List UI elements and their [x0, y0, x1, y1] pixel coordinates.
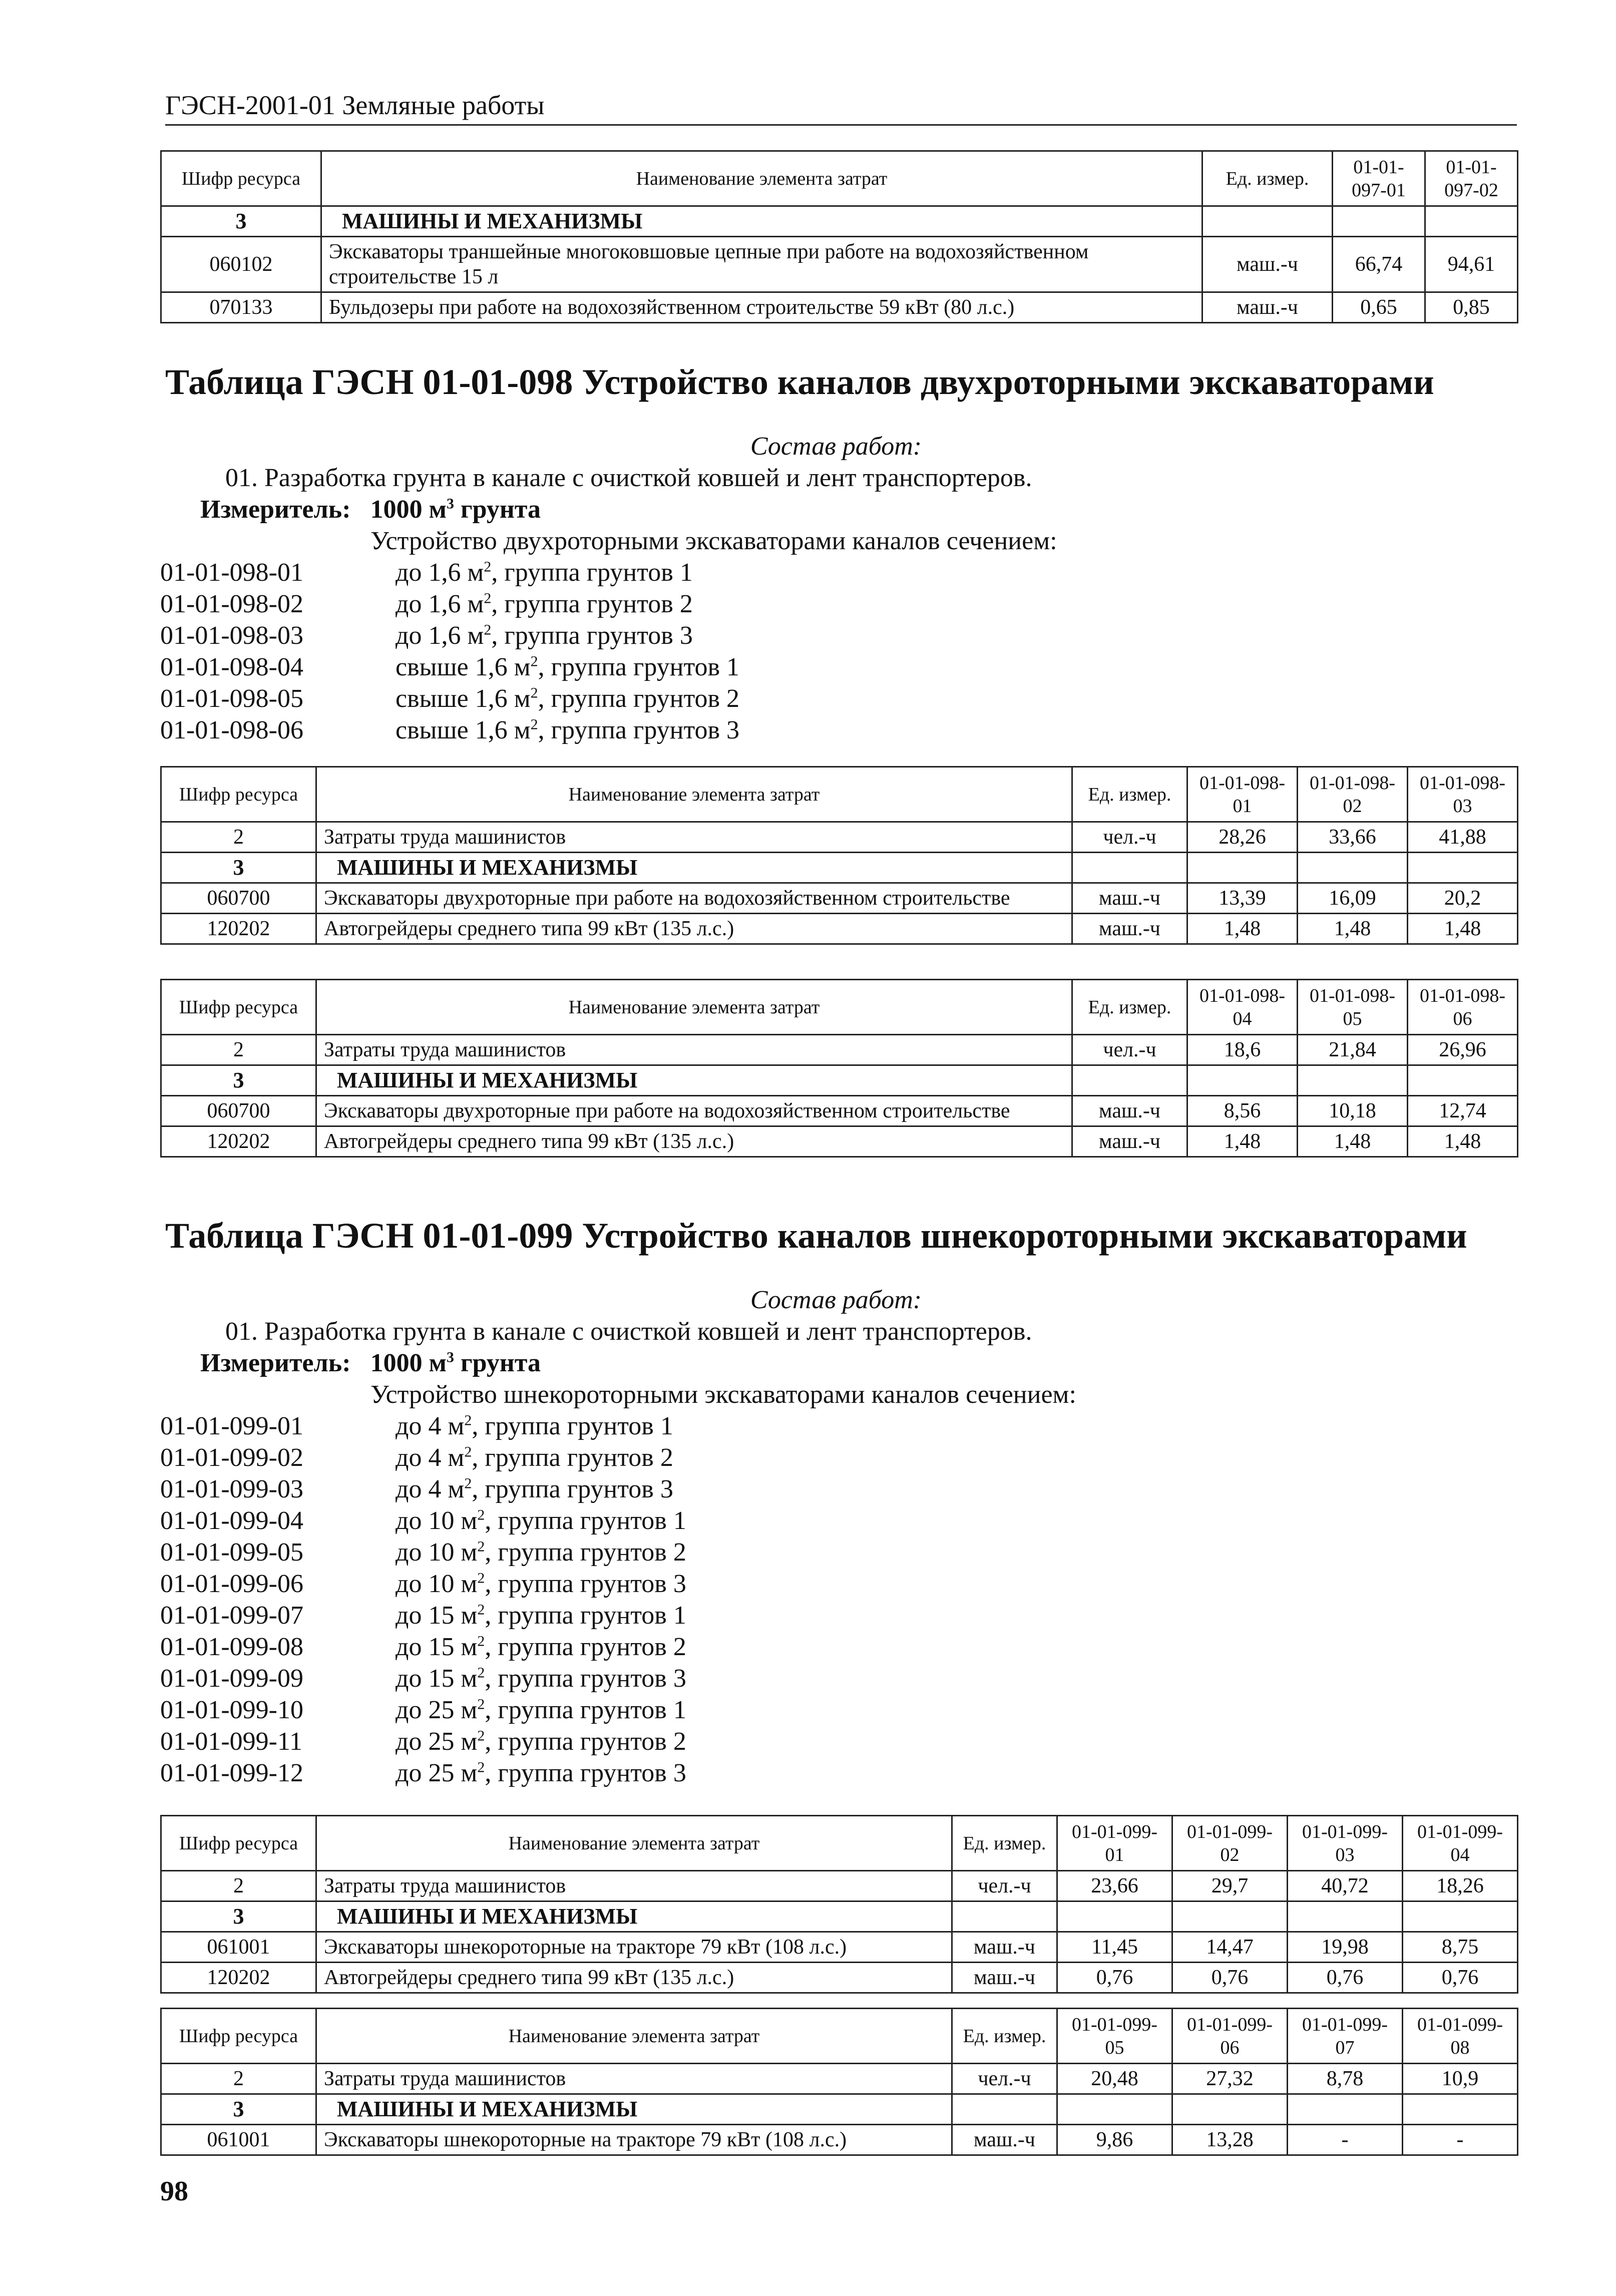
variant-description: до 4 $м^2$, группа грунтов 1	[395, 1412, 673, 1440]
resource-name: Автогрейдеры среднего типа 99 кВт (135 л.с.)	[316, 1126, 1072, 1157]
resource-value: 13,28	[1172, 2125, 1288, 2155]
resource-unit: маш.-ч	[1202, 292, 1333, 323]
resource-value: 8,56	[1187, 1096, 1298, 1126]
resource-value: 0,76	[1057, 1963, 1172, 1993]
resource-value: 0,76	[1172, 1963, 1288, 1993]
variant-code: 01-01-098-04	[160, 653, 303, 681]
variant-row	[160, 1537, 1362, 1568]
variant-description: до 25 $м^2$, группа грунтов 2	[395, 1727, 686, 1756]
variant-row	[160, 1631, 1362, 1663]
variant-code: 01-01-099-12	[160, 1759, 303, 1787]
resource-name: Автогрейдеры среднего типа 99 кВт (135 л.с.)	[316, 914, 1072, 944]
table-row	[161, 237, 1518, 292]
resource-name: Затраты труда машинистов	[316, 1035, 1072, 1065]
resource-value: 1,48	[1408, 1126, 1518, 1157]
resource-unit: маш.-ч	[1202, 237, 1333, 292]
table-header-row	[161, 2009, 1518, 2064]
resource-value: 26,96	[1408, 1035, 1518, 1065]
variant-code: 01-01-099-03	[160, 1475, 303, 1503]
variant-code: 01-01-098-02	[160, 590, 303, 618]
variant-description: до 15 $м^2$, группа грунтов 2	[395, 1633, 686, 1661]
resource-unit	[1072, 1065, 1187, 1096]
column-header-code-variant: 01-01-098-05	[1298, 980, 1408, 1035]
resource-name: МАШИНЫ И МЕХАНИЗМЫ	[316, 853, 1072, 883]
resource-code: 3	[161, 2094, 316, 2125]
resource-value: 1,48	[1298, 1126, 1408, 1157]
variants-list	[160, 1410, 1362, 1789]
resource-name: Бульдозеры при работе на водохозяйственном строительстве 59 кВт (80 л.с.)	[321, 292, 1202, 323]
variant-row	[160, 1694, 1362, 1726]
resource-value: 66,74	[1333, 237, 1425, 292]
variant-row	[160, 714, 1362, 746]
resource-value: 41,88	[1408, 822, 1518, 853]
resource-name: Экскаваторы двухроторные при работе на водохозяйственном строительстве	[316, 1096, 1072, 1126]
variant-description: до 4 $м^2$, группа грунтов 2	[395, 1443, 673, 1472]
variant-row	[160, 1568, 1362, 1600]
variant-code: 01-01-099-01	[160, 1412, 303, 1440]
variant-code: 01-01-099-07	[160, 1601, 303, 1630]
table-header-row	[161, 151, 1518, 206]
variant-code: 01-01-099-08	[160, 1633, 303, 1661]
resource-unit: маш.-ч	[1072, 1126, 1187, 1157]
variant-description: свыше 1,6 $м^2$, группа грунтов 2	[395, 684, 740, 713]
resource-table-097	[160, 150, 1518, 323]
resource-value: 29,7	[1172, 1871, 1288, 1901]
column-header-code-variant: 01-01-098-04	[1187, 980, 1298, 1035]
column-header-code: Шифр ресурса	[161, 151, 321, 206]
resource-value: 1,48	[1187, 914, 1298, 944]
resource-value: 94,61	[1425, 237, 1518, 292]
resource-unit	[952, 1901, 1057, 1932]
measure-label: Измеритель:	[200, 495, 351, 524]
resource-unit: маш.-ч	[952, 1932, 1057, 1963]
resource-value: 14,47	[1172, 1932, 1288, 1963]
resource-unit	[1072, 853, 1187, 883]
resource-name: Автогрейдеры среднего типа 99 кВт (135 л.с.)	[316, 1963, 952, 1993]
resource-value	[1403, 2094, 1518, 2125]
variant-description: до 1,6 $м^2$, группа грунтов 1	[395, 558, 693, 587]
variant-description: свыше 1,6 $м^2$, группа грунтов 1	[395, 653, 740, 681]
column-header-code-variant: 01-01-098-03	[1408, 767, 1518, 822]
column-header-code-variant: 01-01-099-08	[1403, 2009, 1518, 2064]
table-row	[161, 2125, 1518, 2155]
column-header-code: Шифр ресурса	[161, 980, 316, 1035]
table-title-099: Таблица ГЭСН 01-01-099 Устройство каналов шнекороторными экскаваторами	[165, 1216, 1467, 1256]
column-header-code-variant: 01-01-098-01	[1187, 767, 1298, 822]
resource-value: 19,98	[1288, 1932, 1403, 1963]
resource-code: 2	[161, 1035, 316, 1065]
measure-value: 1000 $м^3$ грунта	[370, 1349, 541, 1377]
variants-intro: Устройство шнекороторными экскаваторами каналов сечением:	[370, 1380, 1076, 1409]
resource-value: 10,9	[1403, 2064, 1518, 2094]
resource-name: МАШИНЫ И МЕХАНИЗМЫ	[321, 206, 1202, 237]
section-row	[161, 206, 1518, 237]
resource-name: Затраты труда машинистов	[316, 822, 1072, 853]
resource-value	[1057, 2094, 1172, 2125]
column-header-code: Шифр ресурса	[161, 1816, 316, 1871]
resource-name: Экскаваторы двухроторные при работе на водохозяйственном строительстве	[316, 883, 1072, 914]
table-header-row	[161, 1816, 1518, 1871]
resource-value: 20,2	[1408, 883, 1518, 914]
resource-value: 23,66	[1057, 1871, 1172, 1901]
variant-code: 01-01-099-06	[160, 1570, 303, 1598]
variant-description: свыше 1,6 $м^2$, группа грунтов 3	[395, 716, 740, 744]
resource-name: Затраты труда машинистов	[316, 2064, 952, 2094]
column-header-name: Наименование элемента затрат	[316, 980, 1072, 1035]
resource-value: 1,48	[1298, 914, 1408, 944]
section-row	[161, 2094, 1518, 2125]
resource-table-098-a	[160, 766, 1518, 945]
resource-table-099-b	[160, 2008, 1518, 2156]
resource-value: -	[1403, 2125, 1518, 2155]
resource-value: 11,45	[1057, 1932, 1172, 1963]
variant-code: 01-01-099-10	[160, 1696, 303, 1724]
resource-value: 13,39	[1187, 883, 1298, 914]
resource-code: 2	[161, 1871, 316, 1901]
variant-row	[160, 1757, 1362, 1789]
column-header-code-variant: 01-01-097-02	[1425, 151, 1518, 206]
resource-value: 12,74	[1408, 1096, 1518, 1126]
resource-value: -	[1288, 2125, 1403, 2155]
composition-label: Состав работ:	[750, 1286, 922, 1314]
resource-unit: маш.-ч	[952, 1963, 1057, 1993]
section-row	[161, 1901, 1518, 1932]
resource-value: 0,65	[1333, 292, 1425, 323]
column-header-code-variant: 01-01-099-03	[1288, 1816, 1403, 1871]
resource-code: 120202	[161, 1126, 316, 1157]
column-header-unit: Ед. измер.	[1072, 980, 1187, 1035]
table-row	[161, 914, 1518, 944]
resource-unit: чел.-ч	[952, 2064, 1057, 2094]
table-row	[161, 1963, 1518, 1993]
resource-value: 18,6	[1187, 1035, 1298, 1065]
resource-unit	[1202, 206, 1333, 237]
resource-code: 3	[161, 1065, 316, 1096]
variant-row	[160, 651, 1362, 683]
variant-row	[160, 1663, 1362, 1694]
variant-description: до 4 $м^2$, группа грунтов 3	[395, 1475, 673, 1503]
resource-code: 061001	[161, 2125, 316, 2155]
variant-code: 01-01-099-04	[160, 1506, 303, 1535]
variant-row	[160, 1442, 1362, 1473]
resource-value: 16,09	[1298, 883, 1408, 914]
variant-row	[160, 1726, 1362, 1757]
resource-code: 070133	[161, 292, 321, 323]
resource-unit: чел.-ч	[1072, 1035, 1187, 1065]
resource-code: 060700	[161, 1096, 316, 1126]
variants-intro: Устройство двухроторными экскаваторами каналов сечением:	[370, 527, 1057, 555]
resource-value: 27,32	[1172, 2064, 1288, 2094]
resource-value: 0,76	[1288, 1963, 1403, 1993]
variant-description: до 25 $м^2$, группа грунтов 3	[395, 1759, 686, 1787]
resource-value	[1172, 1901, 1288, 1932]
variant-description: до 10 $м^2$, группа грунтов 2	[395, 1538, 686, 1567]
variant-row	[160, 557, 1362, 588]
resource-code: 060102	[161, 237, 321, 292]
column-header-code-variant: 01-01-099-02	[1172, 1816, 1288, 1871]
measure-label: Измеритель:	[200, 1349, 351, 1377]
resource-value	[1288, 1901, 1403, 1932]
resource-code: 060700	[161, 883, 316, 914]
resource-name: Затраты труда машинистов	[316, 1871, 952, 1901]
running-header: ГЭСН-2001-01 Земляные работы	[165, 89, 1517, 126]
work-item: 01. Разработка грунта в канале с очисткой ковшей и лент транспортеров.	[225, 464, 1032, 492]
resource-value: 0,85	[1425, 292, 1518, 323]
resource-value	[1298, 853, 1408, 883]
resource-value: 40,72	[1288, 1871, 1403, 1901]
resource-name: Экскаваторы шнекороторные на тракторе 79 кВт (108 л.с.)	[316, 1932, 952, 1963]
resource-value: 10,18	[1298, 1096, 1408, 1126]
resource-unit: маш.-ч	[1072, 914, 1187, 944]
resource-name: Экскаваторы шнекороторные на тракторе 79 кВт (108 л.с.)	[316, 2125, 952, 2155]
table-row	[161, 883, 1518, 914]
column-header-name: Наименование элемента затрат	[316, 1816, 952, 1871]
column-header-code-variant: 01-01-097-01	[1333, 151, 1425, 206]
resource-value: 21,84	[1298, 1035, 1408, 1065]
section-099-intro	[160, 1284, 1362, 1789]
resource-value	[1172, 2094, 1288, 2125]
measure-value: 1000 $м^3$ грунта	[370, 495, 541, 524]
column-header-code-variant: 01-01-099-04	[1403, 1816, 1518, 1871]
variant-description: до 1,6 $м^2$, группа грунтов 3	[395, 621, 693, 650]
resource-value	[1403, 1901, 1518, 1932]
resource-value: 8,75	[1403, 1932, 1518, 1963]
resource-code: 2	[161, 822, 316, 853]
variant-description: до 10 $м^2$, группа грунтов 1	[395, 1506, 686, 1535]
resource-value: 20,48	[1057, 2064, 1172, 2094]
variant-row	[160, 1410, 1362, 1442]
variant-description: до 15 $м^2$, группа грунтов 1	[395, 1601, 686, 1630]
variant-code: 01-01-099-09	[160, 1664, 303, 1693]
variant-row	[160, 683, 1362, 714]
section-098-intro	[160, 431, 1362, 746]
resource-value: 18,26	[1403, 1871, 1518, 1901]
resource-value: 1,48	[1408, 914, 1518, 944]
resource-value	[1333, 206, 1425, 237]
table-header-row	[161, 980, 1518, 1035]
resource-table-098-b	[160, 979, 1518, 1158]
resource-value	[1057, 1901, 1172, 1932]
variant-row	[160, 1600, 1362, 1631]
resource-unit: маш.-ч	[1072, 883, 1187, 914]
resource-name: МАШИНЫ И МЕХАНИЗМЫ	[316, 1065, 1072, 1096]
resource-code: 3	[161, 206, 321, 237]
resource-value: 0,76	[1403, 1963, 1518, 1993]
resource-value: 33,66	[1298, 822, 1408, 853]
resource-unit: маш.-ч	[952, 2125, 1057, 2155]
table-row	[161, 2064, 1518, 2094]
resource-value: 1,48	[1187, 1126, 1298, 1157]
resource-name: МАШИНЫ И МЕХАНИЗМЫ	[316, 1901, 952, 1932]
variants-list	[160, 557, 1362, 746]
table-header-row	[161, 767, 1518, 822]
resource-code: 120202	[161, 1963, 316, 1993]
column-header-code-variant: 01-01-099-06	[1172, 2009, 1288, 2064]
variant-code: 01-01-098-01	[160, 558, 303, 587]
column-header-code: Шифр ресурса	[161, 767, 316, 822]
resource-value	[1408, 1065, 1518, 1096]
table-row	[161, 292, 1518, 323]
variant-description: до 10 $м^2$, группа грунтов 3	[395, 1570, 686, 1598]
resource-unit: чел.-ч	[952, 1871, 1057, 1901]
column-header-code-variant: 01-01-099-07	[1288, 2009, 1403, 2064]
resource-name: МАШИНЫ И МЕХАНИЗМЫ	[316, 2094, 952, 2125]
column-header-unit: Ед. измер.	[952, 1816, 1057, 1871]
column-header-unit: Ед. измер.	[1202, 151, 1333, 206]
resource-code: 061001	[161, 1932, 316, 1963]
table-row	[161, 1871, 1518, 1901]
resource-table-099-a	[160, 1815, 1518, 1994]
table-title-098: Таблица ГЭСН 01-01-098 Устройство каналов двухроторными экскаваторами	[165, 362, 1434, 402]
variant-description: до 15 $м^2$, группа грунтов 3	[395, 1664, 686, 1693]
column-header-code-variant: 01-01-099-01	[1057, 1816, 1172, 1871]
variant-row	[160, 1505, 1362, 1537]
resource-unit: чел.-ч	[1072, 822, 1187, 853]
section-row	[161, 1065, 1518, 1096]
resource-unit: маш.-ч	[1072, 1096, 1187, 1126]
resource-value	[1408, 853, 1518, 883]
resource-code: 2	[161, 2064, 316, 2094]
resource-value	[1187, 1065, 1298, 1096]
section-row	[161, 853, 1518, 883]
resource-value	[1288, 2094, 1403, 2125]
column-header-name: Наименование элемента затрат	[316, 2009, 952, 2064]
resource-value: 9,86	[1057, 2125, 1172, 2155]
resource-unit	[952, 2094, 1057, 2125]
column-header-code: Шифр ресурса	[161, 2009, 316, 2064]
variant-code: 01-01-099-11	[160, 1727, 303, 1756]
variant-code: 01-01-099-02	[160, 1443, 303, 1472]
table-row	[161, 1126, 1518, 1157]
resource-code: 3	[161, 853, 316, 883]
variant-code: 01-01-098-03	[160, 621, 303, 650]
variant-row	[160, 620, 1362, 651]
resource-code: 3	[161, 1901, 316, 1932]
work-item: 01. Разработка грунта в канале с очисткой ковшей и лент транспортеров.	[225, 1317, 1032, 1346]
column-header-name: Наименование элемента затрат	[316, 767, 1072, 822]
resource-value	[1425, 206, 1518, 237]
resource-code: 120202	[161, 914, 316, 944]
resource-value: 28,26	[1187, 822, 1298, 853]
column-header-name: Наименование элемента затрат	[321, 151, 1202, 206]
resource-value: 8,78	[1288, 2064, 1403, 2094]
table-row	[161, 1932, 1518, 1963]
variant-row	[160, 588, 1362, 620]
table-row	[161, 1035, 1518, 1065]
page-number: 98	[160, 2176, 188, 2207]
column-header-code-variant: 01-01-099-05	[1057, 2009, 1172, 2064]
composition-label: Состав работ:	[750, 432, 922, 461]
variant-description: до 1,6 $м^2$, группа грунтов 2	[395, 590, 693, 618]
variant-description: до 25 $м^2$, группа грунтов 1	[395, 1696, 686, 1724]
resource-name: Экскаваторы траншейные многоковшовые цепные при работе на водохозяйственном строительстве 15 л	[321, 237, 1202, 292]
resource-value	[1187, 853, 1298, 883]
table-row	[161, 822, 1518, 853]
column-header-code-variant: 01-01-098-02	[1298, 767, 1408, 822]
measure-line	[160, 1347, 1362, 1379]
variant-code: 01-01-098-05	[160, 684, 303, 713]
column-header-unit: Ед. измер.	[952, 2009, 1057, 2064]
measure-line	[160, 494, 1362, 525]
variant-code: 01-01-099-05	[160, 1538, 303, 1567]
resource-value	[1298, 1065, 1408, 1096]
variant-row	[160, 1473, 1362, 1505]
variant-code: 01-01-098-06	[160, 716, 303, 744]
table-row	[161, 1096, 1518, 1126]
column-header-unit: Ед. измер.	[1072, 767, 1187, 822]
column-header-code-variant: 01-01-098-06	[1408, 980, 1518, 1035]
